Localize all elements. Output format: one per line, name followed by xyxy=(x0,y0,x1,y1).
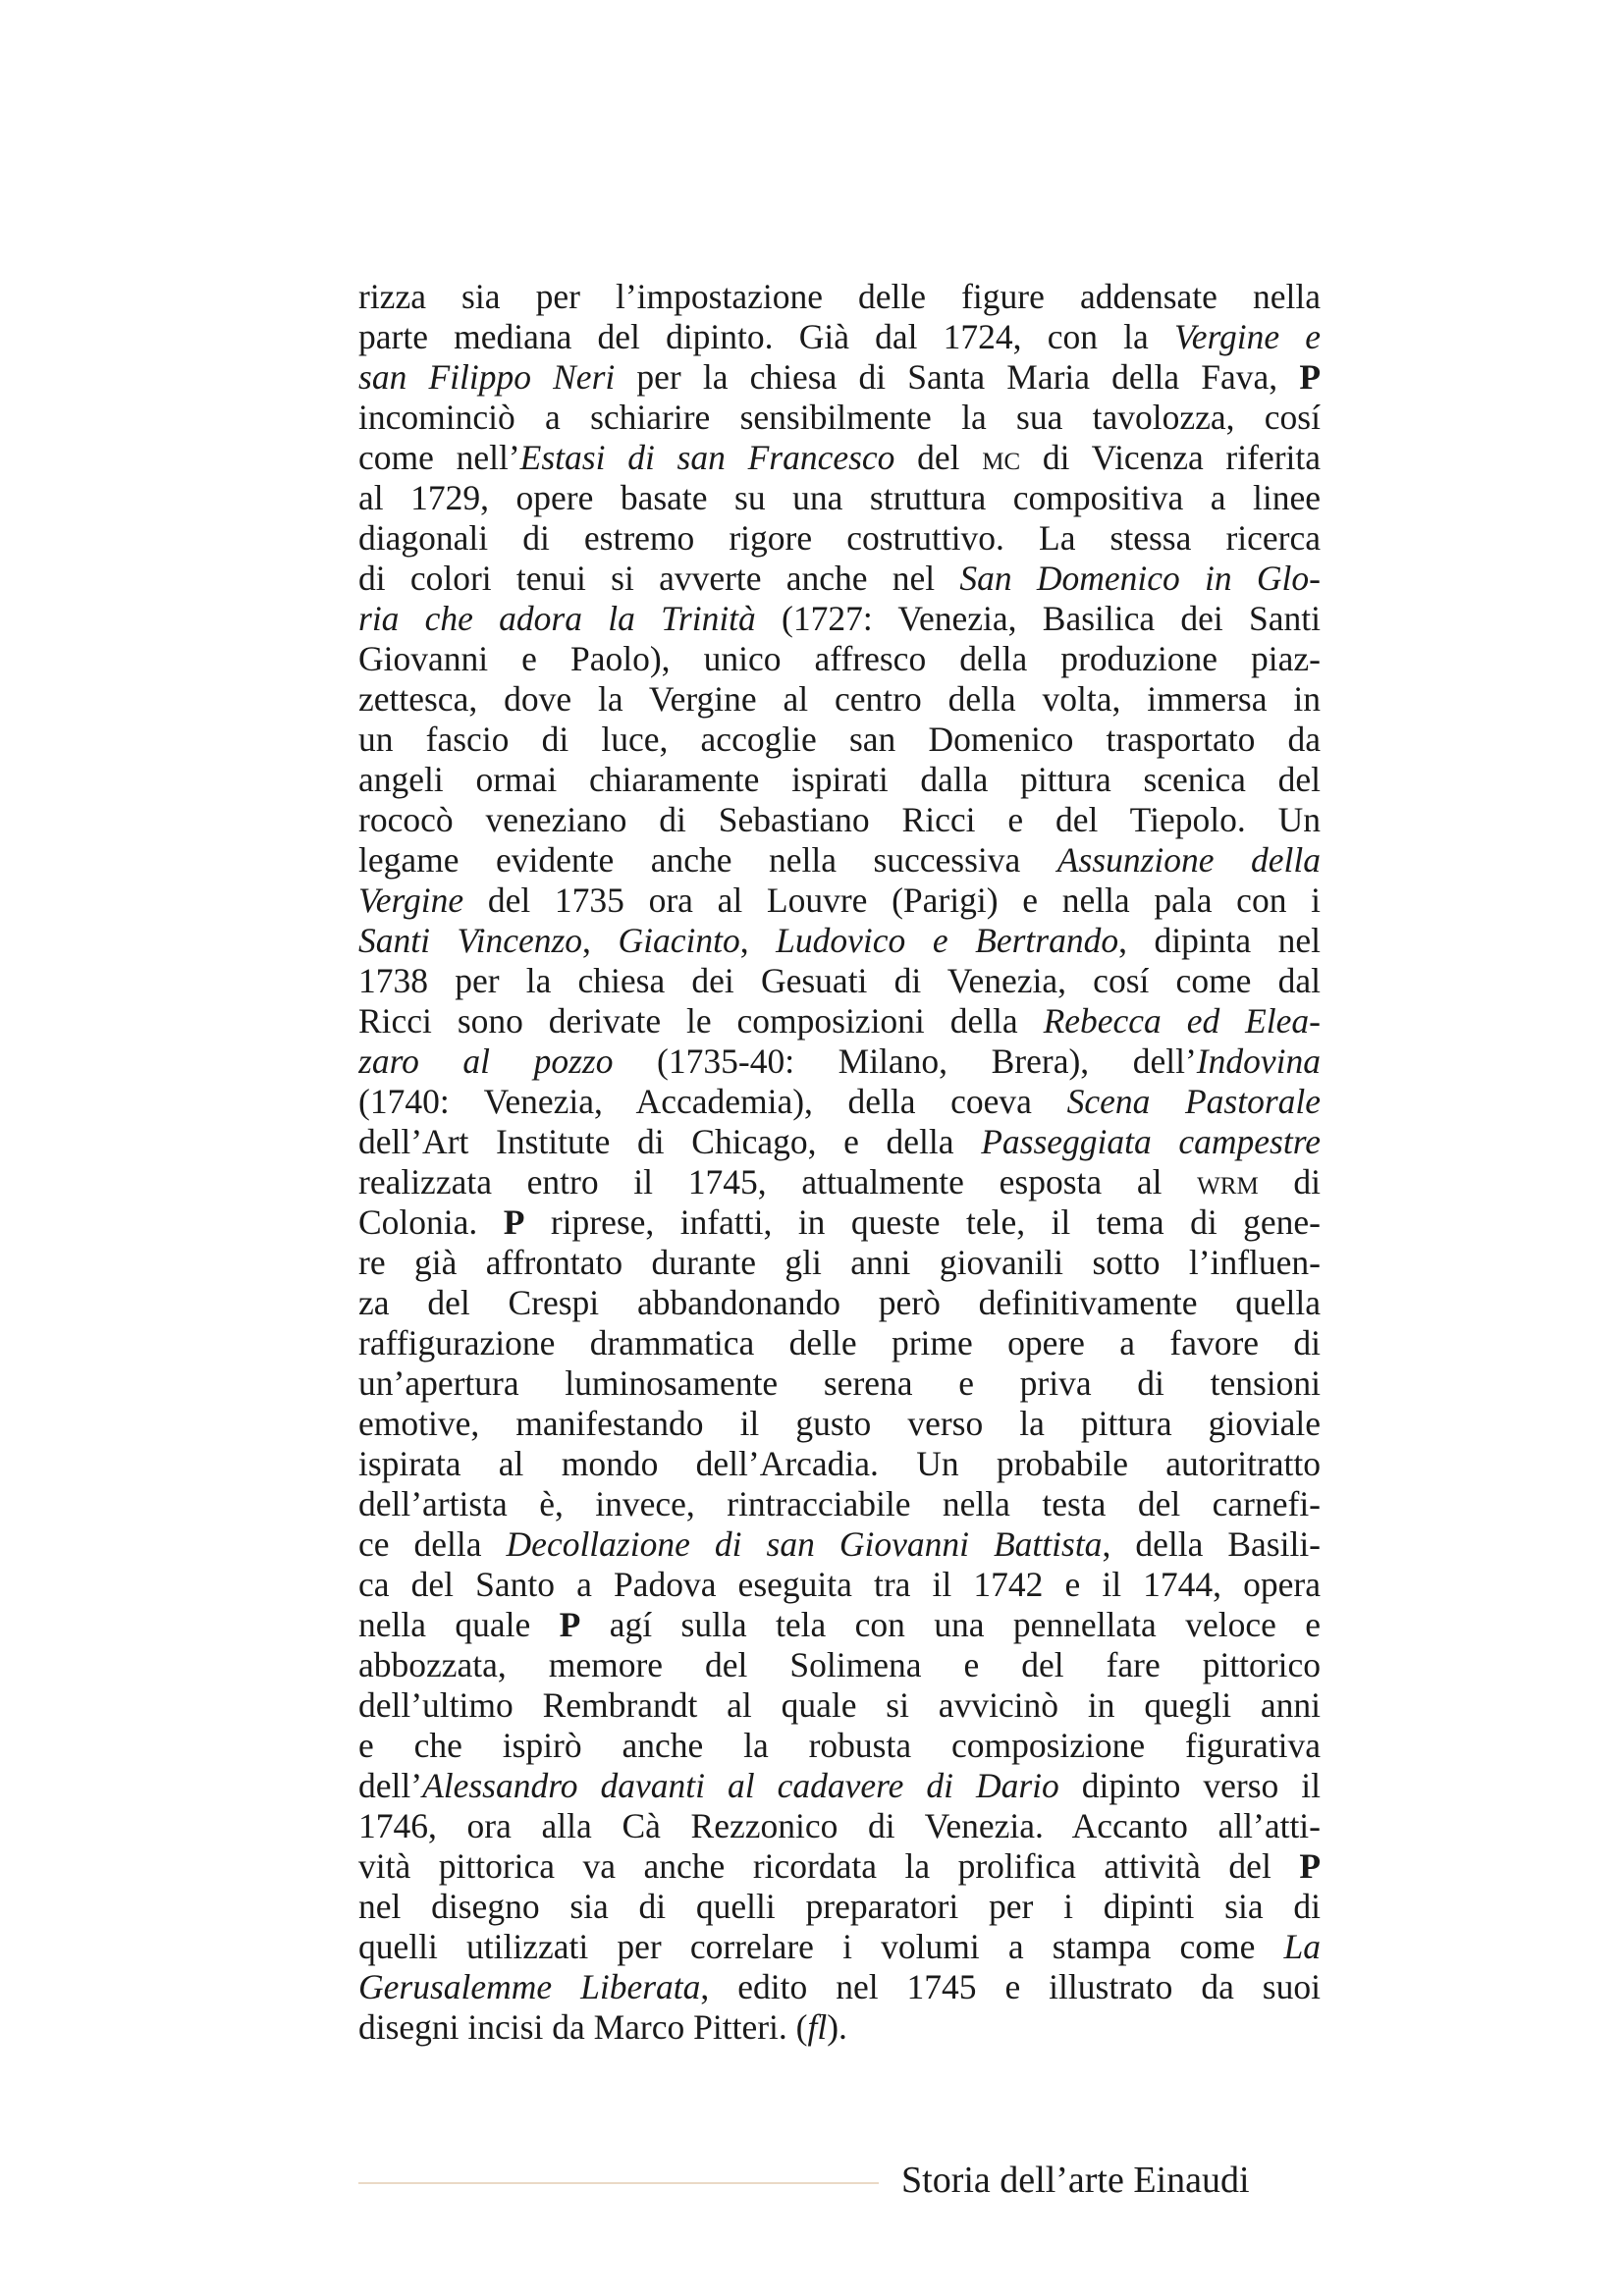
body-text xyxy=(358,277,1321,2048)
text-run: Vergine e xyxy=(1173,317,1321,356)
text-run: Giacinto xyxy=(618,921,740,960)
text-run: dell’artista è, invece, rintracciabile nella testa del carnefi- xyxy=(358,1484,1321,1523)
text-run: P xyxy=(1299,357,1321,397)
text-run: Ludovico e Bertrando xyxy=(776,921,1119,960)
text-line xyxy=(358,1363,1321,1404)
text-line xyxy=(358,1967,1321,2007)
text-run: Alessandro davanti al cadavere di Dario xyxy=(422,1766,1059,1805)
text-line xyxy=(358,1243,1321,1283)
text-run: re già affrontato durante gli anni giovanili sotto l’influen- xyxy=(358,1243,1321,1282)
text-run: , della Basili- xyxy=(1102,1524,1321,1564)
text-run: un fascio di luce, accoglie san Domenico trasportato da xyxy=(358,720,1321,759)
text-line xyxy=(358,478,1321,518)
text-run: di Vicenza riferita xyxy=(1020,438,1321,477)
text-run: ispirata al mondo dell’Arcadia. Un probabile autoritratto xyxy=(358,1444,1321,1483)
text-run: , xyxy=(582,921,619,960)
text-run: La xyxy=(1283,1927,1321,1966)
text-run: (1740: Venezia, Accademia), della coeva xyxy=(358,1082,1067,1121)
text-run: (1735-40: Milano, Brera), dell’ xyxy=(613,1041,1197,1081)
footer-rule xyxy=(358,2182,879,2184)
text-line xyxy=(358,1927,1321,1967)
text-run: wrm xyxy=(1197,1162,1259,1201)
text-run: incominciò a schiarire sensibilmente la sua tavolozza, cosí xyxy=(358,398,1321,437)
text-run: vità pittorica va anche ricordata la prolifica attività del xyxy=(358,1846,1300,1886)
text-run: raffigurazione drammatica delle prime opere a favore di xyxy=(358,1323,1321,1362)
text-line xyxy=(358,840,1321,881)
text-run: Passeggiata campestre xyxy=(981,1122,1321,1161)
text-line xyxy=(358,1565,1321,1605)
text-run: , xyxy=(739,921,777,960)
text-line xyxy=(358,357,1321,398)
text-line xyxy=(358,1685,1321,1726)
text-run: , dipinta nel xyxy=(1118,921,1321,960)
text-run: dell’ xyxy=(358,1766,423,1805)
text-run: dell’ultimo Rembrandt al quale si avvicinò in quegli anni xyxy=(358,1685,1321,1725)
text-line xyxy=(358,800,1321,840)
text-run: Decollazione di san Giovanni Battista xyxy=(506,1524,1103,1564)
text-run: (1727: Venezia, Basilica dei Santi xyxy=(755,599,1321,638)
text-run: dell’Art Institute di Chicago, e della xyxy=(358,1122,982,1161)
text-line xyxy=(358,1202,1321,1243)
text-run: Colonia. xyxy=(358,1202,504,1242)
text-line xyxy=(358,599,1321,639)
text-run: P xyxy=(559,1605,581,1644)
text-run: al 1729, opere basate su una struttura compositiva a linee xyxy=(358,478,1321,517)
text-line xyxy=(358,1082,1321,1122)
text-line xyxy=(358,1404,1321,1444)
text-run: ca del Santo a Padova eseguita tra il 1742 e il 1744, opera xyxy=(358,1565,1321,1604)
text-run: un’apertura luminosamente serena e priva di tensioni xyxy=(358,1363,1321,1403)
text-run: , edito nel 1745 e illustrato da suoi xyxy=(700,1967,1321,2006)
text-run: agí sulla tela con una pennellata veloce e xyxy=(580,1605,1321,1644)
text-run: ria che adora la Trinità xyxy=(358,599,756,638)
text-line xyxy=(358,1645,1321,1685)
text-run: Scena Pastorale xyxy=(1066,1082,1321,1121)
text-run: disegni incisi da Marco Pitteri. ( xyxy=(358,2007,808,2047)
text-run: quelli utilizzati per correlare i volumi a stampa come xyxy=(358,1927,1284,1966)
text-run: Assunzione della xyxy=(1056,840,1321,880)
text-line xyxy=(358,1122,1321,1162)
text-line xyxy=(358,921,1321,961)
text-run: Vergine xyxy=(358,881,464,920)
text-run: realizzata entro il 1745, attualmente esposta al xyxy=(358,1162,1198,1201)
text-run: dipinto verso il xyxy=(1058,1766,1321,1805)
text-line xyxy=(358,639,1321,679)
text-line xyxy=(358,1323,1321,1363)
text-line xyxy=(358,1806,1321,1846)
text-line xyxy=(358,1041,1321,1082)
text-run: za del Crespi abbandonando però definitivamente quella xyxy=(358,1283,1321,1322)
text-run: mc xyxy=(982,438,1021,477)
text-run: Gerusalemme Liberata xyxy=(358,1967,701,2006)
text-run: del xyxy=(894,438,983,477)
text-run: parte mediana del dipinto. Già dal 1724, con la xyxy=(358,317,1174,356)
text-line xyxy=(358,1524,1321,1565)
text-run: angeli ormai chiaramente ispirati dalla pittura scenica del xyxy=(358,760,1321,799)
text-run: Rebecca ed Elea- xyxy=(1043,1001,1321,1041)
text-run: zettesca, dove la Vergine al centro della volta, immersa in xyxy=(358,679,1321,719)
text-run: ). xyxy=(827,2007,847,2047)
text-run: e che ispirò anche la robusta composizione figurativa xyxy=(358,1726,1321,1765)
text-run: San Domenico in Glo- xyxy=(959,559,1321,598)
text-run: P xyxy=(1299,1846,1321,1886)
text-line xyxy=(358,1283,1321,1323)
text-run: Indovina xyxy=(1196,1041,1321,1081)
text-run: san Filippo Neri xyxy=(358,357,616,397)
text-line xyxy=(358,317,1321,357)
text-line xyxy=(358,559,1321,599)
text-run: Ricci sono derivate le composizioni della xyxy=(358,1001,1044,1041)
footer-title: Storia dell’arte Einaudi xyxy=(901,2160,1250,2201)
text-run: Santi Vincenzo xyxy=(358,921,583,960)
text-run: del 1735 ora al Louvre (Parigi) e nella pala con i xyxy=(463,881,1321,920)
text-line xyxy=(358,277,1321,317)
text-line xyxy=(358,1726,1321,1766)
text-line xyxy=(358,1846,1321,1887)
text-run: fl xyxy=(807,2007,828,2047)
text-run: di colori tenui si avverte anche nel xyxy=(358,559,960,598)
text-run: emotive, manifestando il gusto verso la pittura gioviale xyxy=(358,1404,1321,1443)
text-run: abbozzata, memore del Solimena e del fare pittorico xyxy=(358,1645,1321,1684)
text-run: 1746, ora alla Cà Rezzonico di Venezia. Accanto all’atti- xyxy=(358,1806,1321,1845)
text-run: per la chiesa di Santa Maria della Fava, xyxy=(615,357,1300,397)
text-run: legame evidente anche nella successiva xyxy=(358,840,1057,880)
text-line xyxy=(358,1001,1321,1041)
text-run: 1738 per la chiesa dei Gesuati di Venezia, cosí come dal xyxy=(358,961,1321,1000)
text-run: diagonali di estremo rigore costruttivo. La stessa ricerca xyxy=(358,518,1321,558)
text-run: come nell’ xyxy=(358,438,520,477)
text-run: nel disegno sia di quelli preparatori per i dipinti sia di xyxy=(358,1887,1321,1926)
text-line xyxy=(358,679,1321,720)
text-line xyxy=(358,398,1321,438)
text-line xyxy=(358,881,1321,921)
text-run: Estasi di san Francesco xyxy=(519,438,895,477)
text-run: di xyxy=(1258,1162,1321,1201)
text-line xyxy=(358,1605,1321,1645)
text-run: Giovanni e Paolo), unico affresco della produzione piaz- xyxy=(358,639,1321,678)
text-run: nella quale xyxy=(358,1605,560,1644)
text-line xyxy=(358,2007,1321,2048)
text-line xyxy=(358,720,1321,760)
text-line xyxy=(358,760,1321,800)
text-line xyxy=(358,1766,1321,1806)
text-line xyxy=(358,1484,1321,1524)
text-run: riprese, infatti, in queste tele, il tema di gene- xyxy=(524,1202,1321,1242)
text-run: rococò veneziano di Sebastiano Ricci e del Tiepolo. Un xyxy=(358,800,1321,839)
text-run: P xyxy=(503,1202,525,1242)
text-run: rizza sia per l’impostazione delle figure addensate nella xyxy=(358,277,1321,316)
text-run: ce della xyxy=(358,1524,507,1564)
text-line xyxy=(358,1887,1321,1927)
text-line xyxy=(358,1162,1321,1202)
text-run: zaro al pozzo xyxy=(358,1041,614,1081)
text-line xyxy=(358,961,1321,1001)
text-line xyxy=(358,518,1321,559)
text-line xyxy=(358,1444,1321,1484)
text-line xyxy=(358,438,1321,478)
